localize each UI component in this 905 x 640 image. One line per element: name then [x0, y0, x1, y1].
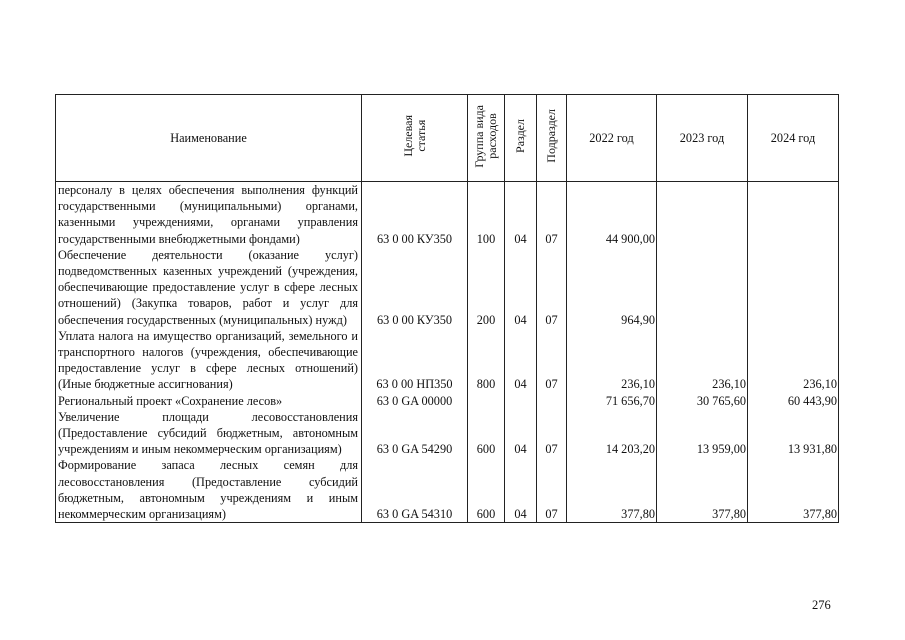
table-row	[56, 393, 839, 409]
header-2023: 2023 год	[657, 95, 748, 182]
row-subsection	[537, 393, 567, 409]
row-group: 200	[468, 247, 505, 328]
row-subsection: 07	[537, 328, 567, 393]
header-name: Наименование	[56, 95, 362, 182]
row-name: Региональный проект «Сохранение лесов»	[56, 393, 362, 409]
table-header-row	[56, 95, 839, 182]
row-subsection: 07	[537, 457, 567, 522]
row-2024	[748, 182, 839, 247]
page-number: 276	[812, 598, 831, 612]
row-2024: 60 443,90	[748, 393, 839, 409]
row-2023: 30 765,60	[657, 393, 748, 409]
row-group	[468, 393, 505, 409]
row-name: Увеличение площади лесовосстановления (Предоставление субсидий бюджетным, автономным учреждениям и иным некоммерческим организациям)	[56, 409, 362, 458]
row-2024	[748, 247, 839, 328]
table-row	[56, 409, 839, 458]
row-group: 600	[468, 457, 505, 522]
row-2023	[657, 247, 748, 328]
row-2023: 236,10	[657, 328, 748, 393]
row-section: 04	[505, 409, 537, 458]
row-2023: 377,80	[657, 457, 748, 522]
header-2024: 2024 год	[748, 95, 839, 182]
row-2022: 964,90	[567, 247, 657, 328]
row-target: 63 0 GA 54310	[362, 457, 468, 522]
row-group: 800	[468, 328, 505, 393]
row-target: 63 0 GA 00000	[362, 393, 468, 409]
row-2022: 44 900,00	[567, 182, 657, 247]
row-section: 04	[505, 247, 537, 328]
row-subsection: 07	[537, 182, 567, 247]
table-row	[56, 182, 839, 247]
row-subsection: 07	[537, 409, 567, 458]
row-subsection: 07	[537, 247, 567, 328]
row-2022: 14 203,20	[567, 409, 657, 458]
row-section: 04	[505, 457, 537, 522]
header-2022: 2022 год	[567, 95, 657, 182]
row-section	[505, 393, 537, 409]
row-target: 63 0 GA 54290	[362, 409, 468, 458]
row-2022: 236,10	[567, 328, 657, 393]
header-group: Группа вида расходов	[468, 95, 505, 182]
row-group: 600	[468, 409, 505, 458]
budget-table	[55, 94, 839, 523]
row-name: Обеспечение деятельности (оказание услуг) подведомственных казенных учреждений (учреждения, обеспечивающие предоставление услуг в сфере лесных отношений) (Закупка товаров, работ и услуг для обеспечения государственных (муниципальных) нужд)	[56, 247, 362, 328]
row-2024: 236,10	[748, 328, 839, 393]
row-2024: 377,80	[748, 457, 839, 522]
table-row	[56, 328, 839, 393]
row-section: 04	[505, 328, 537, 393]
header-section: Раздел	[505, 95, 537, 182]
row-target: 63 0 00 КУ350	[362, 247, 468, 328]
table-row	[56, 247, 839, 328]
row-2022: 71 656,70	[567, 393, 657, 409]
row-name: Формирование запаса лесных семян для лесовосстановления (Предоставление субсидий бюджетным, автономным учреждениям и иным некоммерческим организациям)	[56, 457, 362, 522]
header-subsection: Подраздел	[537, 95, 567, 182]
header-target: Целевая статья	[362, 95, 468, 182]
row-name: персоналу в целях обеспечения выполнения функций государственными (муниципальными) органами, казенными учреждениями, органами управления государственными внебюджетными фондами)	[56, 182, 362, 247]
row-2022: 377,80	[567, 457, 657, 522]
row-target: 63 0 00 КУ350	[362, 182, 468, 247]
row-section: 04	[505, 182, 537, 247]
row-2024: 13 931,80	[748, 409, 839, 458]
row-target: 63 0 00 НП350	[362, 328, 468, 393]
row-2023	[657, 182, 748, 247]
row-group: 100	[468, 182, 505, 247]
table-row	[56, 457, 839, 522]
row-name: Уплата налога на имущество организаций, земельного и транспортного налогов (учреждения, обеспечивающие предоставление услуг в сфере лесных отношений) (Иные бюджетные ассигнования)	[56, 328, 362, 393]
row-2023: 13 959,00	[657, 409, 748, 458]
